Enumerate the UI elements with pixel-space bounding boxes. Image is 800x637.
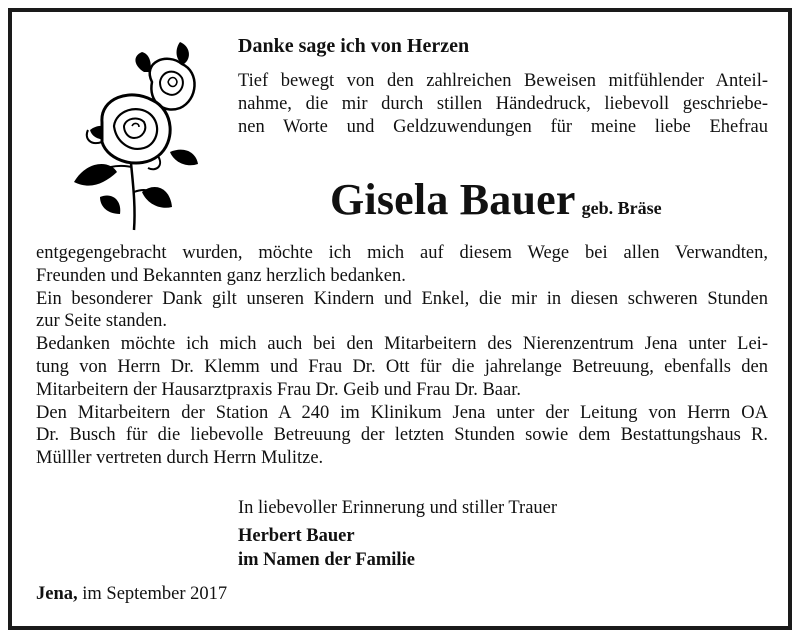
signer-role: im Namen der Familie (238, 550, 415, 570)
obituary-frame (8, 8, 792, 630)
body-line: Dr. Busch für die liebevolle Betreuung der letzten Stunden sowie dem Bestattungshaus R. (36, 425, 768, 446)
intro-line: Tief bewegt von den zahlreichen Beweisen mitfühlender Anteil- (238, 71, 768, 91)
place: Jena, (36, 584, 78, 604)
deceased-name: Gisela Bauer (330, 175, 576, 224)
body-line: zur Seite standen. (36, 311, 167, 332)
date: im September 2017 (82, 584, 228, 604)
place-date (36, 584, 227, 605)
rose-icon (72, 42, 207, 232)
heading: Danke sage ich von Herzen (238, 35, 470, 57)
signer-name: Herbert Bauer (238, 526, 355, 546)
intro-paragraph (238, 70, 768, 139)
intro-line: nahme, die mir durch stillen Händedruck, liebevoll geschriebe- (238, 94, 768, 114)
body-text (36, 242, 768, 470)
body-line: Mülller vertreten durch Herrn Mulitze. (36, 448, 324, 469)
intro-line: nen Worte und Geldzuwendungen für meine liebe Ehefrau (238, 117, 768, 137)
body-line: tung von Herrn Dr. Klemm und Frau Dr. Ott für die jahrelange Betreuung, ebenfalls den (36, 356, 768, 377)
body-line: entgegengebracht wurden, möchte ich mich auf diesem Wege bei allen Verwandten, (36, 243, 768, 263)
body-line: Ein besonderer Dank gilt unseren Kindern und Enkel, die mir in diesen schweren Stunden (36, 288, 768, 309)
body-line: Freunden und Bekannten ganz herzlich bedanken. (36, 265, 406, 286)
signature-block (238, 524, 415, 572)
deceased-name-line (330, 174, 662, 225)
maiden-name: geb. Bräse (581, 198, 662, 218)
body-line: Bedanken möchte ich mich auch bei den Mitarbeitern des Nierenzentrum Jena unter Lei- (36, 334, 768, 355)
body-line: Den Mitarbeitern der Station A 240 im Klinikum Jena unter der Leitung von Herrn OA (36, 402, 768, 423)
mourning-line: In liebevoller Erinnerung und stiller Trauer (238, 498, 558, 518)
body-line: Mitarbeitern der Hausarztpraxis Frau Dr. Geib und Frau Dr. Baar. (36, 379, 521, 400)
